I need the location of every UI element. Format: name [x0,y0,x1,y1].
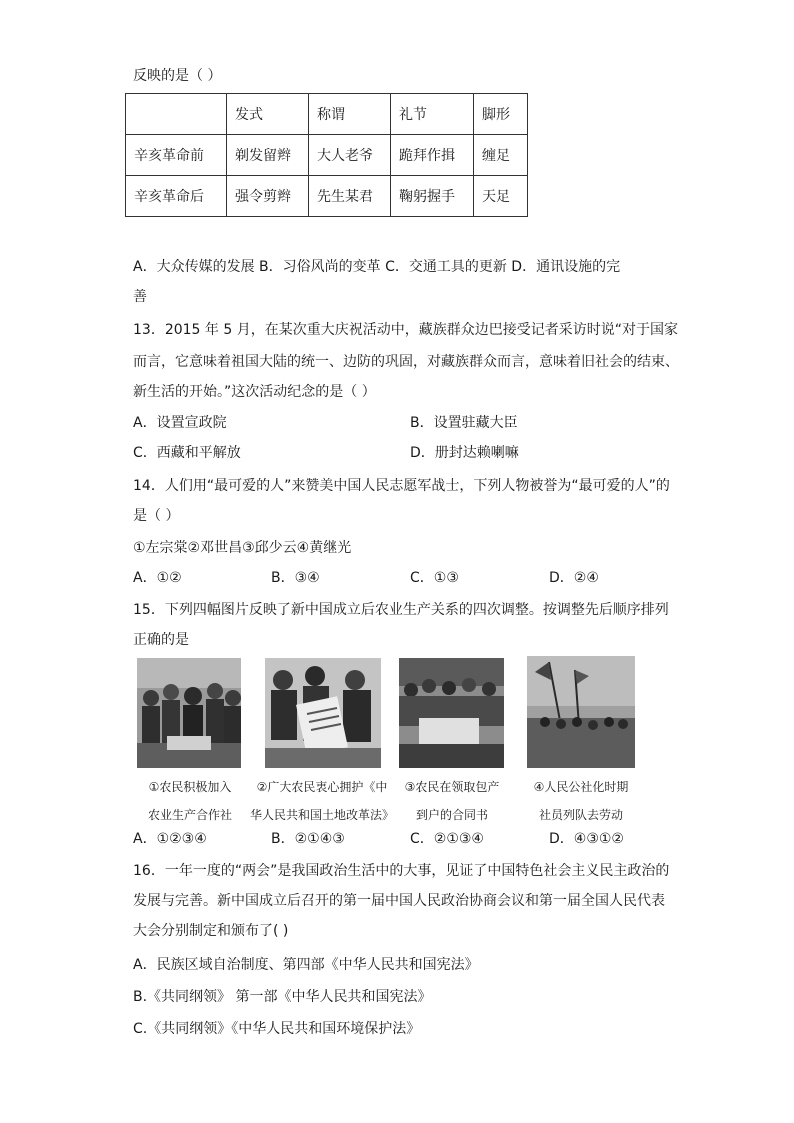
table-row [126,94,528,135]
caption-line: ②广大农民衷心拥护《中 [256,780,388,794]
q13-stem-line: 13．2015 年 5 月，在某次重大庆祝活动中，藏族群众边巴接受记者采访时说“对于国家 [133,322,678,338]
table-cell: 辛亥革命前 [126,135,227,176]
contract-photo [399,658,504,768]
photo-caption-1 [130,773,250,829]
q14-option-c[interactable]: C．①③ [410,570,459,586]
q14-option-a[interactable]: A．①② [133,570,182,586]
q15-stem-line: 15．下列四幅图片反映了新中国成立后农业生产关系的四次调整。按调整先后顺序排列 [133,602,669,618]
q13-option-a[interactable]: A．设置宣政院 [133,415,227,431]
caption-line: 农业生产合作社 [147,808,232,822]
q16-option-b[interactable]: B.《共同纲领》 第一部《中华人民共和国宪法》 [133,989,432,1005]
table-cell [126,94,227,135]
table-cell: 缠足 [474,135,528,176]
caption-line: ①农民积极加入 [148,780,232,794]
caption-line: 华人民共和国土地改革法》 [249,808,394,822]
q15-option-b[interactable]: B．②①④③ [271,831,345,847]
q14-stem-line: 14．人们用“最可爱的人”来赞美中国人民志愿军战士，下列人物被誉为“最可爱的人”的 [133,478,670,494]
table-cell: 强令剪辫 [227,176,309,217]
q14-option-d[interactable]: D．②④ [549,570,599,586]
q16-stem-line: 发展与完善。新中国成立后召开的第一届中国人民政治协商会议和第一届全国人民代表 [133,893,665,909]
table-cell: 天足 [474,176,528,217]
q13-stem-line: 新生活的开始。”这次活动纪念的是（ ） [133,384,376,400]
q14-option-b[interactable]: B．③④ [271,570,320,586]
q14-items: ①左宗棠②邓世昌③邱少云④黄继光 [133,540,352,556]
caption-line: ④人民公社化时期 [533,780,629,794]
q16-option-c[interactable]: C.《共同纲领》《中华人民共和国环境保护法》 [133,1021,421,1037]
table-cell: 脚形 [474,94,528,135]
q13-option-b[interactable]: B．设置驻藏大臣 [410,415,518,431]
table-cell: 称谓 [309,94,391,135]
table-cell: 发式 [227,94,309,135]
table-cell: 剃发留辫 [227,135,309,176]
table-cell: 先生某君 [309,176,391,217]
table-cell: 鞠躬握手 [391,176,474,217]
caption-line: 社员列队去劳动 [538,808,623,822]
q14-stem-line: 是（ ） [133,508,180,524]
q15-option-a[interactable]: A．①②③④ [133,831,207,847]
table-cell: 礼节 [391,94,474,135]
q16-stem-line: 大会分别制定和颁布了( ) [133,923,289,939]
q15-option-c[interactable]: C．②①③④ [410,831,484,847]
table-cell: 大人老爷 [309,135,391,176]
photo-caption-3 [393,773,511,829]
q15-option-d[interactable]: D．④③①② [549,831,624,847]
caption-line: 到户的合同书 [415,808,488,822]
q12-options-line: A．大众传媒的发展 B．习俗风尚的变革 C．交通工具的更新 D．通讯设施的完 [133,259,621,275]
table-row [126,135,528,176]
q16-stem-line: 16．一年一度的“两会”是我国政治生活中的大事，见证了中国特色社会主义民主政治的 [133,863,670,879]
q16-option-a[interactable]: A．民族区域自治制度、第四部《中华人民共和国宪法》 [133,957,479,973]
customs-comparison-table [125,93,528,217]
table-row [126,176,528,217]
table-cell: 跪拜作揖 [391,135,474,176]
q15-stem-line: 正确的是 [133,632,189,648]
photo-caption-2 [247,773,397,829]
photo-caption-4 [522,773,640,829]
commune-photo [527,656,635,768]
q12-options-wrap: 善 [133,289,147,305]
q13-option-d[interactable]: D．册封达赖喇嘛 [410,445,519,461]
q12-stem-tail: 反映的是（ ） [133,68,222,84]
q13-option-c[interactable]: C．西藏和平解放 [133,445,241,461]
caption-line: ③农民在领取包产 [404,780,500,794]
table-cell: 辛亥革命后 [126,176,227,217]
cooperative-photo [137,658,241,768]
q13-stem-line: 而言，它意味着祖国大陆的统一、边防的巩固，对藏族群众而言，意味着旧社会的结束、 [133,354,679,370]
land-reform-photo [265,658,381,768]
